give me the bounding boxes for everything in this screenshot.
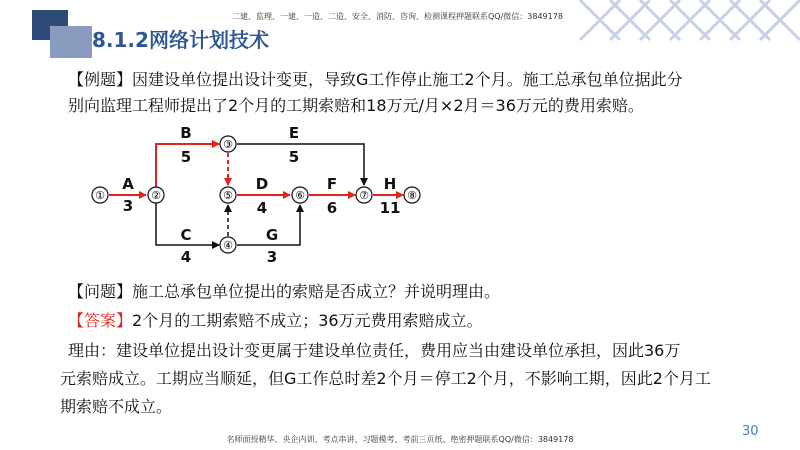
activity-f-name: F [326, 175, 338, 193]
example-line-2: 别向监理工程师提出了2个月的工期索赔和18万元/月×2月＝36万元的费用索赔。 [68, 96, 644, 115]
reason-line-1: 理由：建设单位提出设计变更属于建设单位责任，费用应当由建设单位承担，因此36万 [68, 341, 681, 360]
activity-c-name: C [180, 226, 192, 244]
node-2: ② [151, 189, 161, 202]
answer-label: 【答案】 [68, 311, 133, 330]
answer-line [68, 307, 778, 335]
example-line-1: 【例题】因建设单位提出设计变更，导致G工作停止施工2个月。施工总承包单位据此分 [68, 70, 683, 89]
activity-g-duration: 3 [266, 248, 278, 266]
page-number: 30 [742, 424, 759, 439]
node-4: ④ [223, 239, 233, 252]
activity-d-duration: 4 [256, 199, 268, 217]
section-title: 8.1.2网络计划技术 [92, 28, 269, 52]
node-5: ⑤ [223, 189, 233, 202]
activity-f-duration: 6 [326, 199, 338, 217]
node-7: ⑦ [359, 189, 369, 202]
activity-e-name: E [288, 124, 300, 142]
node-6: ⑥ [295, 189, 305, 202]
footer-note: 名师面授精华、央企内训、考点串讲、习题模考、考前三页纸、绝密押题联系QQ/微信：3849178 [226, 435, 574, 444]
activity-g-name: G [265, 226, 279, 244]
activity-c-duration: 4 [180, 248, 192, 266]
node-8: ⑧ [407, 189, 417, 202]
activity-h-name: H [383, 175, 397, 193]
activity-a-duration: 3 [122, 197, 134, 215]
node-3: ③ [223, 138, 233, 151]
reason-line-2: 元索赔成立。工期应当顺延，但G工作总时差2个月＝停工2个月，不影响工期，因此2个月工 [60, 369, 711, 388]
activity-e-duration: 5 [288, 148, 300, 166]
activity-b-name: B [180, 124, 192, 142]
header-course-note: 二建、监理、一建、一造、二造、安全、消防、咨询、检测课程押题联系QQ/微信：3849178 [232, 12, 563, 21]
answer-text: 2个月的工期索赔不成立；36万元费用索赔成立。 [132, 311, 483, 330]
activity-d-name: D [255, 175, 269, 193]
node-1: ① [95, 189, 105, 202]
reason-line-3: 期索赔不成立。 [60, 397, 173, 416]
question-text: 【问题】施工总承包单位提出的索赔是否成立？并说明理由。 [68, 282, 501, 301]
activity-h-duration: 11 [379, 199, 401, 217]
activity-b-duration: 5 [180, 148, 192, 166]
activity-a-name: A [122, 175, 134, 193]
